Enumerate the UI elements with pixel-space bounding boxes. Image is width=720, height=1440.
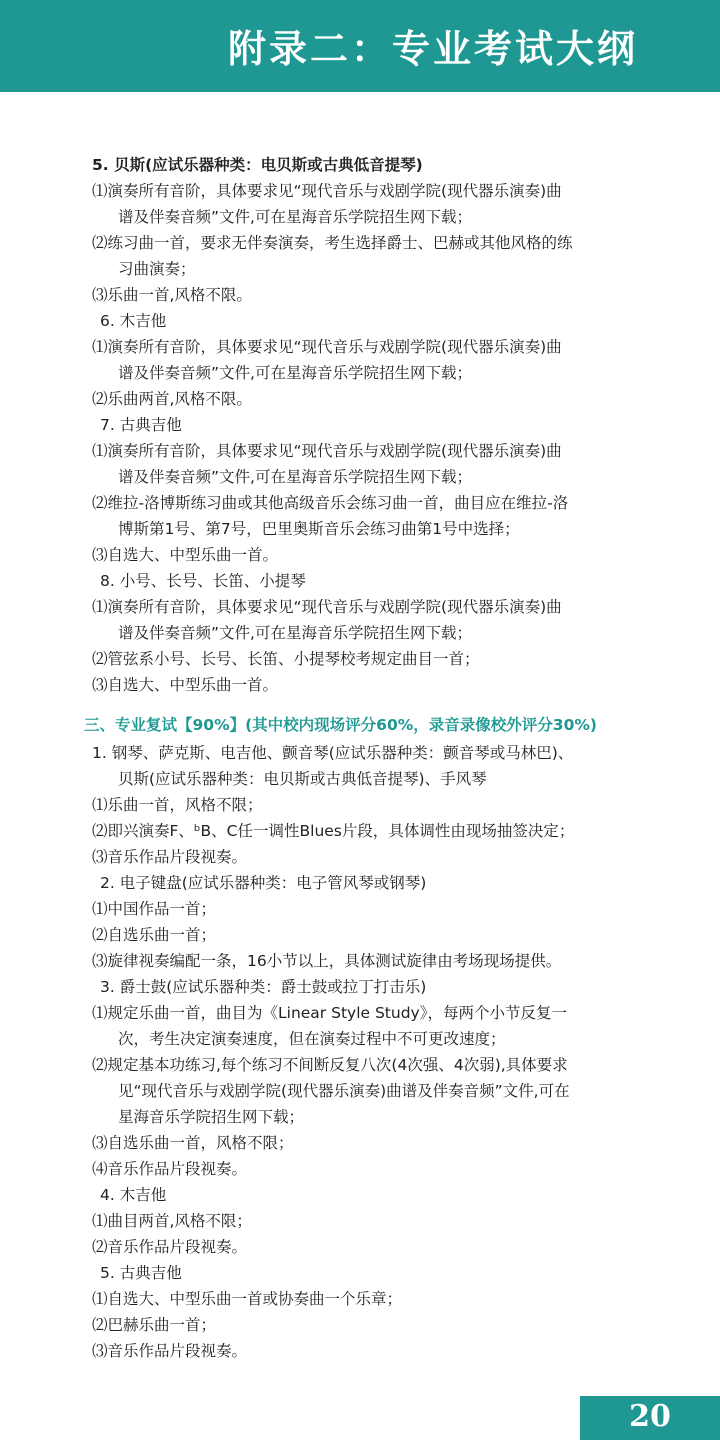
- bass-item-1-line-1: ⑴演奏所有音阶，具体要求见“现代音乐与戏剧学院(现代器乐演奏)曲: [92, 182, 562, 200]
- page-title: 附录二：专业考试大纲: [227, 26, 638, 71]
- folk-guitar-retest-item-1: ⑴曲目两首,风格不限；: [92, 1212, 252, 1230]
- drum-kit-item-4: ⑷音乐作品片段视奏。: [92, 1160, 248, 1178]
- group-1-item-3: ⑶音乐作品片段视奏。: [92, 848, 248, 866]
- bass-item-1-line-2: 谱及伴奏音频”文件,可在星海音乐学院招生网下载；: [118, 208, 472, 226]
- electronic-keyboard-item-1: ⑴中国作品一首；: [92, 900, 217, 918]
- drum-kit-item-2: [92, 1052, 652, 1130]
- requirements-part-1: [92, 152, 652, 698]
- brass-strings-item-1-line-2: 谱及伴奏音频”文件,可在星海音乐学院招生网下载；: [118, 624, 472, 642]
- classical-guitar-heading: 7. 古典吉他: [100, 416, 182, 434]
- bass-heading: 5. 贝斯(应试乐器种类：电贝斯或古典低音提琴): [92, 156, 423, 174]
- section-heading-retest: 三、专业复试【90%】(其中校内现场评分60%，录音录像校外评分30%): [84, 716, 597, 734]
- electronic-keyboard-item-2: ⑵自选乐曲一首；: [92, 926, 217, 944]
- folk-guitar-retest-item-2: ⑵音乐作品片段视奏。: [92, 1238, 248, 1256]
- requirements-part-2: [92, 740, 652, 1364]
- drum-kit-heading: 3. 爵士鼓(应试乐器种类：爵士鼓或拉丁打击乐): [100, 978, 427, 996]
- drum-kit-item-1: [92, 1000, 652, 1052]
- classical-guitar-item-2: [92, 490, 652, 542]
- classical-guitar-retest-item-1: ⑴自选大、中型乐曲一首或协奏曲一个乐章；: [92, 1290, 403, 1308]
- bass-item-2-line-1: ⑵练习曲一首，要求无伴奏演奏，考生选择爵士、巴赫或其他风格的练: [92, 234, 573, 252]
- classical-guitar-retest-heading: 5. 古典吉他: [100, 1264, 182, 1282]
- header-banner: [0, 0, 720, 92]
- classical-guitar-item-1-line-2: 谱及伴奏音频”文件,可在星海音乐学院招生网下载；: [118, 468, 472, 486]
- group-1-item-1: ⑴乐曲一首，风格不限；: [92, 796, 263, 814]
- brass-strings-item-2: ⑵管弦系小号、长号、长笛、小提琴校考规定曲目一首；: [92, 650, 480, 668]
- classical-guitar-item-2-line-1: ⑵维拉-洛博斯练习曲或其他高级音乐会练习曲一首，曲目应在维拉-洛: [92, 494, 569, 512]
- bass-item-3: ⑶乐曲一首,风格不限。: [92, 286, 252, 304]
- brass-strings-item-1: [92, 594, 652, 646]
- drum-kit-item-2-line-3: 星海音乐学院招生网下载；: [118, 1108, 305, 1126]
- electronic-keyboard-heading: 2. 电子键盘(应试乐器种类：电子管风琴或钢琴): [100, 874, 427, 892]
- folk-guitar-item-1-line-2: 谱及伴奏音频”文件,可在星海音乐学院招生网下载；: [118, 364, 472, 382]
- folk-guitar-item-1-line-1: ⑴演奏所有音阶，具体要求见“现代音乐与戏剧学院(现代器乐演奏)曲: [92, 338, 562, 356]
- classical-guitar-retest-item-2: ⑵巴赫乐曲一首；: [92, 1316, 217, 1334]
- drum-kit-item-1-line-2: 次，考生决定演奏速度，但在演奏过程中不可更改速度；: [118, 1030, 506, 1048]
- drum-kit-item-2-line-2: 见“现代音乐与戏剧学院(现代器乐演奏)曲谱及伴奏音频”文件,可在: [118, 1082, 570, 1100]
- brass-strings-item-1-line-1: ⑴演奏所有音阶，具体要求见“现代音乐与戏剧学院(现代器乐演奏)曲: [92, 598, 562, 616]
- drum-kit-item-1-line-1: ⑴规定乐曲一首，曲目为《Linear Style Study》，每两个小节反复一: [92, 1004, 567, 1022]
- group-1-heading-line-1: 1. 钢琴、萨克斯、电吉他、颤音琴(应试乐器种类：颤音琴或马林巴)、: [92, 744, 574, 762]
- folk-guitar-heading: 6. 木吉他: [100, 312, 167, 330]
- group-1-item-2: ⑵即兴演奏F、ᵇB、C任一调性Blues片段，具体调性由现场抽签决定；: [92, 822, 575, 840]
- bass-item-2-line-2: 习曲演奏；: [118, 260, 196, 278]
- group-1-heading-line-2: 贝斯(应试乐器种类：电贝斯或古典低音提琴)、手风琴: [118, 770, 487, 788]
- classical-guitar-item-1-line-1: ⑴演奏所有音阶，具体要求见“现代音乐与戏剧学院(现代器乐演奏)曲: [92, 442, 562, 460]
- classical-guitar-item-1: [92, 438, 652, 490]
- drum-kit-item-2-line-1: ⑵规定基本功练习,每个练习不间断反复八次(4次强、4次弱),具体要求: [92, 1056, 568, 1074]
- brass-strings-item-3: ⑶自选大、中型乐曲一首。: [92, 676, 279, 694]
- classical-guitar-item-3: ⑶自选大、中型乐曲一首。: [92, 546, 279, 564]
- page-number: 20: [629, 1399, 671, 1434]
- folk-guitar-item-1: [92, 334, 652, 386]
- bass-item-2: [92, 230, 652, 282]
- folk-guitar-retest-heading: 4. 木吉他: [100, 1186, 167, 1204]
- classical-guitar-item-2-line-2: 博斯第1号、第7号，巴里奥斯音乐会练习曲第1号中选择；: [118, 520, 520, 538]
- brass-strings-heading: 8. 小号、长号、长笛、小提琴: [100, 572, 306, 590]
- electronic-keyboard-item-3: ⑶旋律视奏编配一条，16小节以上，具体测试旋律由考场现场提供。: [92, 952, 562, 970]
- group-1-heading: [92, 740, 652, 792]
- page-number-badge: [580, 1396, 720, 1440]
- folk-guitar-item-2: ⑵乐曲两首,风格不限。: [92, 390, 252, 408]
- classical-guitar-retest-item-3: ⑶音乐作品片段视奏。: [92, 1342, 248, 1360]
- bass-item-1: [92, 178, 652, 230]
- drum-kit-item-3: ⑶自选乐曲一首，风格不限；: [92, 1134, 294, 1152]
